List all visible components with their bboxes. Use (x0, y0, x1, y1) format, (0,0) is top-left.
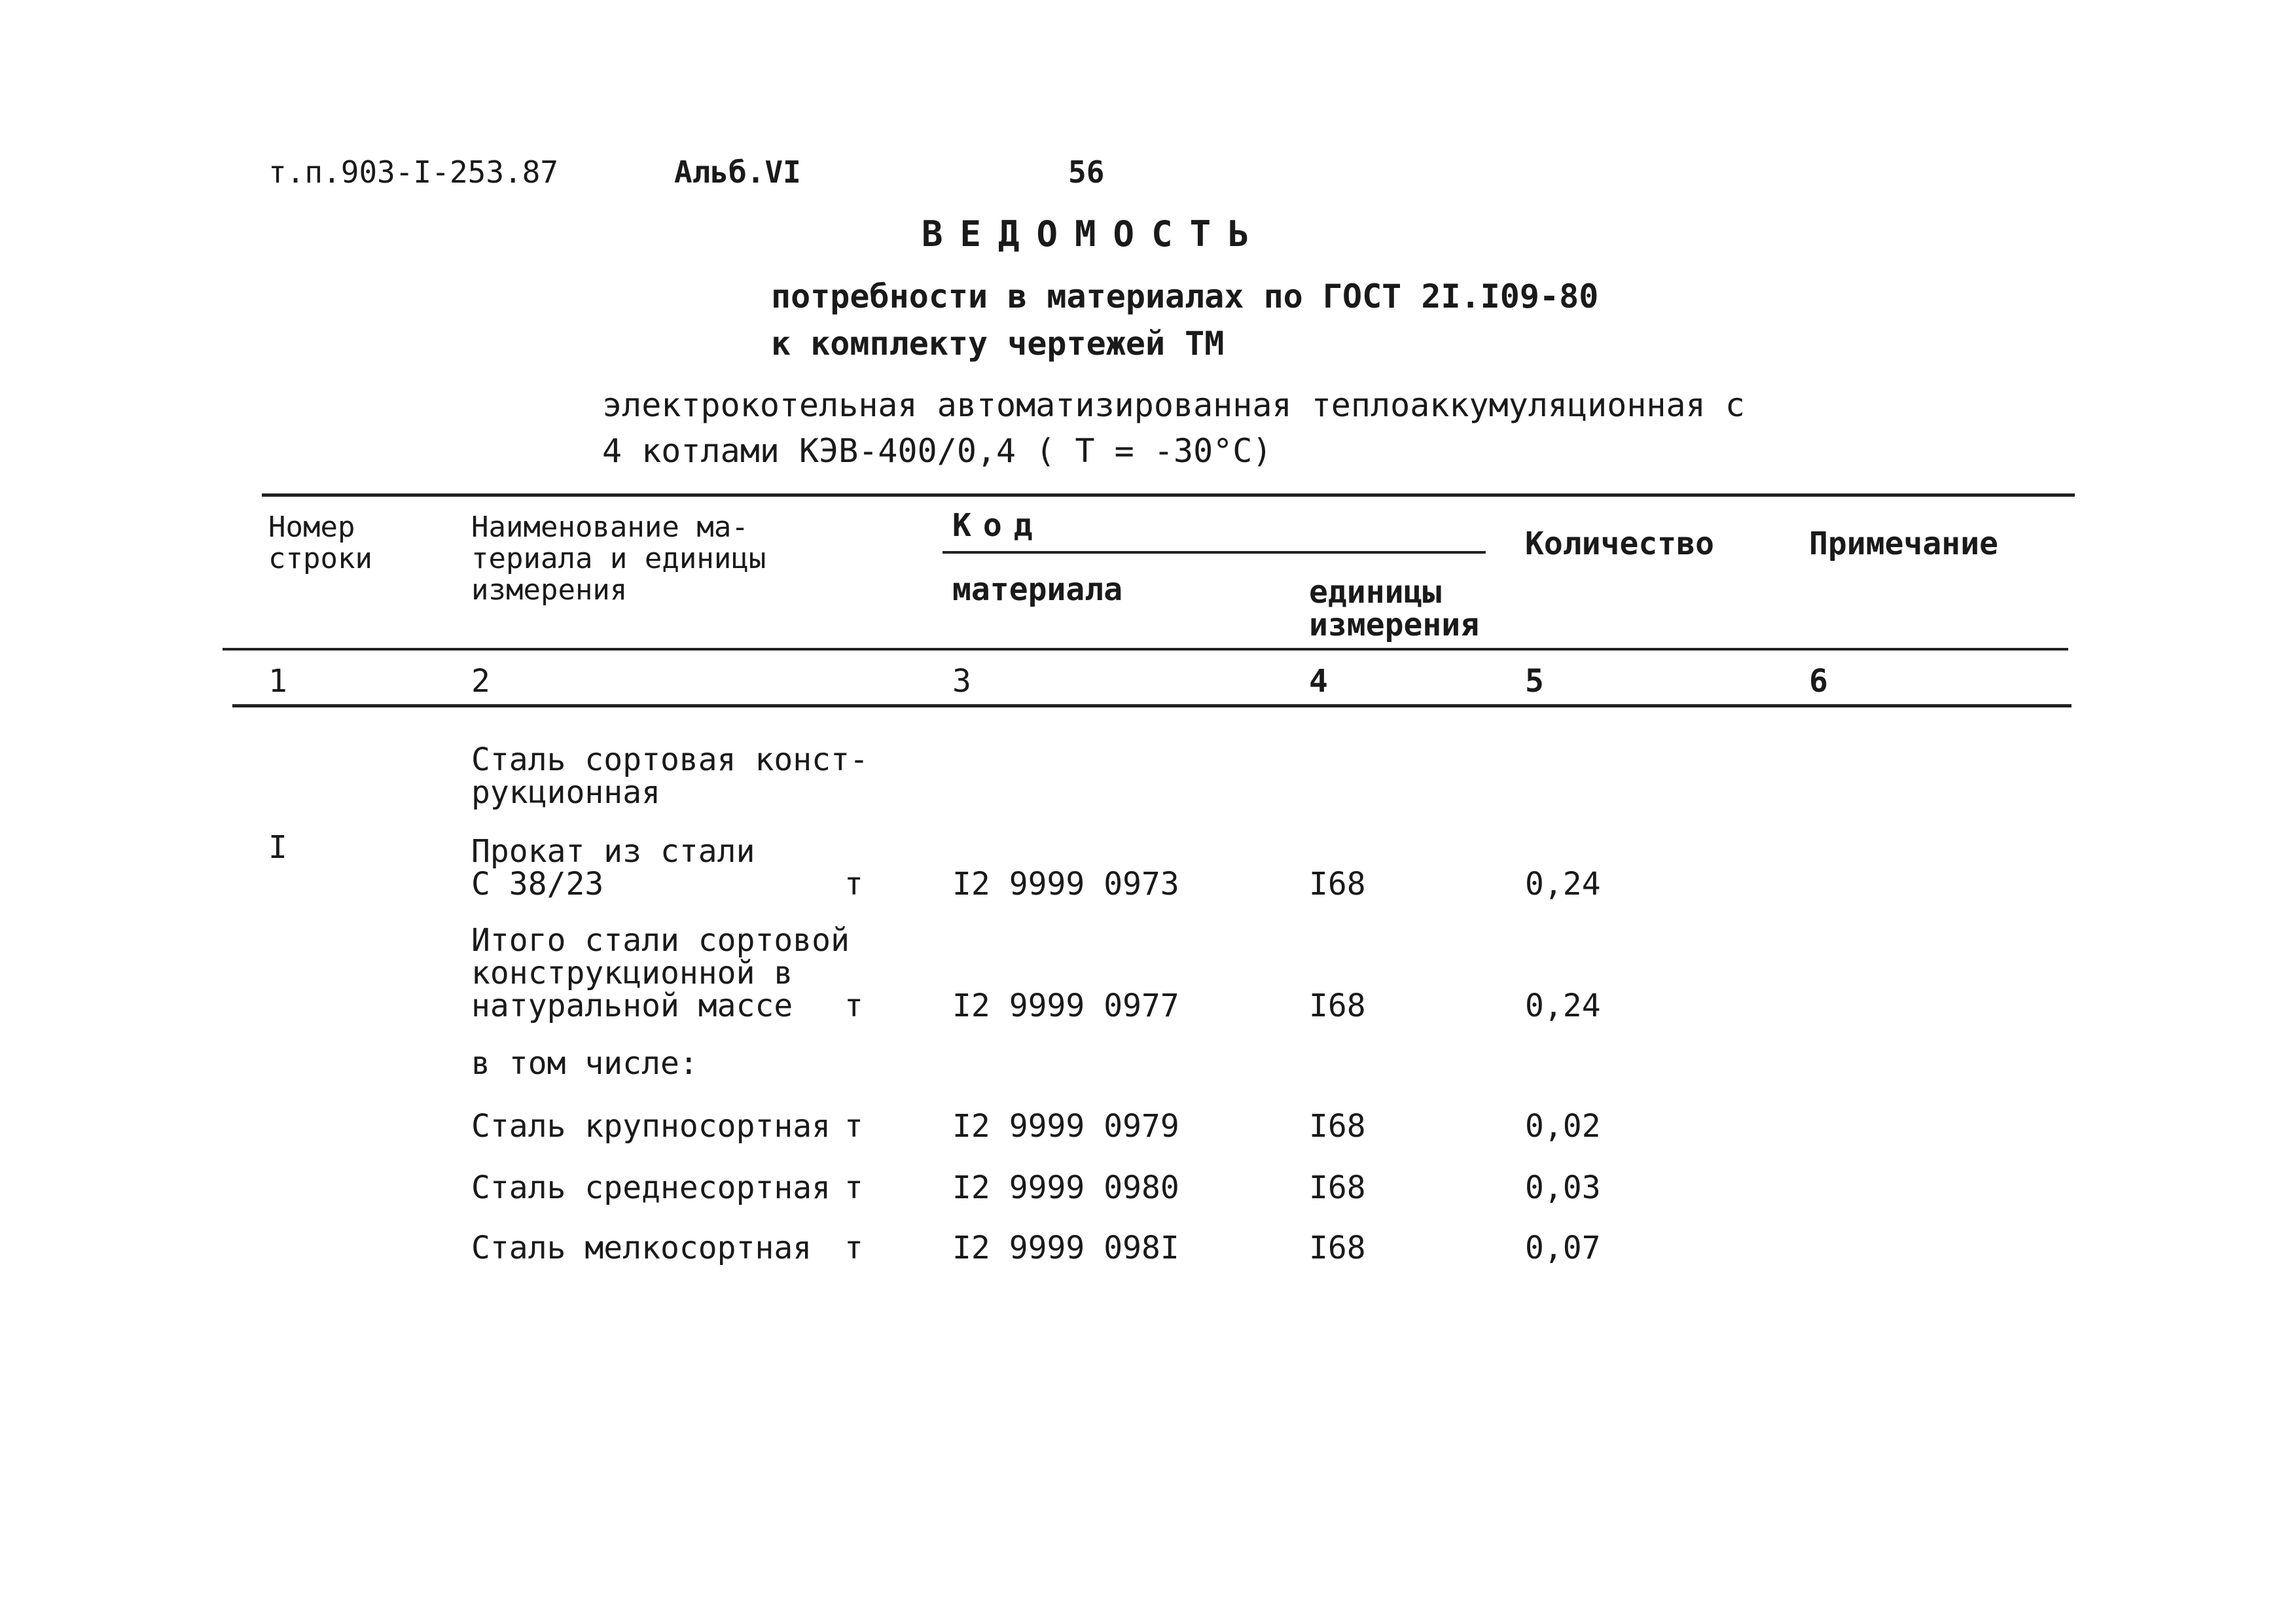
column-number-6: 6 (1809, 663, 1828, 700)
subrow-3-quantity: 0,07 (1525, 1230, 1601, 1266)
subrow-1-name: Сталь крупносортная (471, 1108, 831, 1145)
object-description-line-2: 4 котлами КЭВ-400/0,4 ( Т = -30°С) (602, 432, 1272, 470)
column-number-2: 2 (471, 663, 490, 700)
subtitle-line-2: к комплекту чертежей ТМ (771, 325, 1225, 363)
subrow-1-unit-mark: т (844, 1108, 863, 1145)
header-row-number: Номер строки (268, 510, 372, 575)
document-title: ВЕДОМОСТЬ (922, 213, 1266, 255)
header-code: Код (952, 507, 1045, 544)
row-1-number: I (268, 829, 287, 866)
including-label: в том числе: (471, 1045, 698, 1082)
header-unit-code: единицы измерения (1309, 574, 1480, 643)
section-title: Сталь сортовая конст- рукционная (471, 741, 869, 811)
table-top-rule (262, 493, 2075, 497)
column-number-3: 3 (952, 663, 971, 700)
object-description-line-1: электрокотельная автоматизированная теплоаккумуляционная с (602, 386, 1745, 424)
row-total-material-code: I2 9999 0977 (952, 988, 1179, 1024)
code-group-rule (942, 551, 1486, 554)
row-1-unit-mark: т (844, 866, 863, 902)
page-number: 56 (1068, 154, 1105, 190)
subrow-3-material-code: I2 9999 098I (952, 1230, 1179, 1266)
row-total-quantity: 0,24 (1525, 988, 1601, 1024)
album-label: Альб.VI (674, 154, 801, 190)
document-code: т.п.903-I-253.87 (268, 154, 559, 190)
subrow-2-material-code: I2 9999 0980 (952, 1169, 1179, 1206)
subrow-2-quantity: 0,03 (1525, 1169, 1601, 1206)
row-total-unit-mark: т (844, 988, 863, 1024)
subrow-2-name: Сталь среднесортная (471, 1169, 831, 1206)
header-bottom-rule (223, 648, 2068, 651)
subrow-1-material-code: I2 9999 0979 (952, 1108, 1179, 1145)
column-number-4: 4 (1309, 663, 1328, 700)
header-note: Примечание (1809, 526, 1998, 562)
row-1-name: Прокат из стали С 38/23 (471, 833, 755, 902)
subrow-3-unit-code: I68 (1309, 1230, 1366, 1266)
subrow-3-name: Сталь мелкосортная (471, 1230, 812, 1266)
row-1-unit-code: I68 (1309, 866, 1366, 902)
header-name: Наименование ма- териала и единицы измерения (471, 510, 766, 607)
row-1-material-code: I2 9999 0973 (952, 866, 1179, 902)
subrow-3-unit-mark: т (844, 1230, 863, 1266)
header-material-code: материала (952, 571, 1123, 608)
subrow-1-quantity: 0,02 (1525, 1108, 1601, 1145)
subrow-1-unit-code: I68 (1309, 1108, 1366, 1145)
subrow-2-unit-mark: т (844, 1169, 863, 1206)
row-total-name: Итого стали сортовой конструкционной в натуральной массе (471, 922, 850, 1024)
row-1-quantity: 0,24 (1525, 866, 1601, 902)
row-total-unit-code: I68 (1309, 988, 1366, 1024)
column-number-5: 5 (1525, 663, 1544, 700)
header-quantity: Количество (1525, 526, 1714, 562)
column-number-1: 1 (268, 663, 287, 700)
column-numbers-rule (232, 704, 2072, 707)
subrow-2-unit-code: I68 (1309, 1169, 1366, 1206)
subtitle-line-1: потребности в материалах по ГОСТ 2I.I09-80 (771, 277, 1599, 315)
